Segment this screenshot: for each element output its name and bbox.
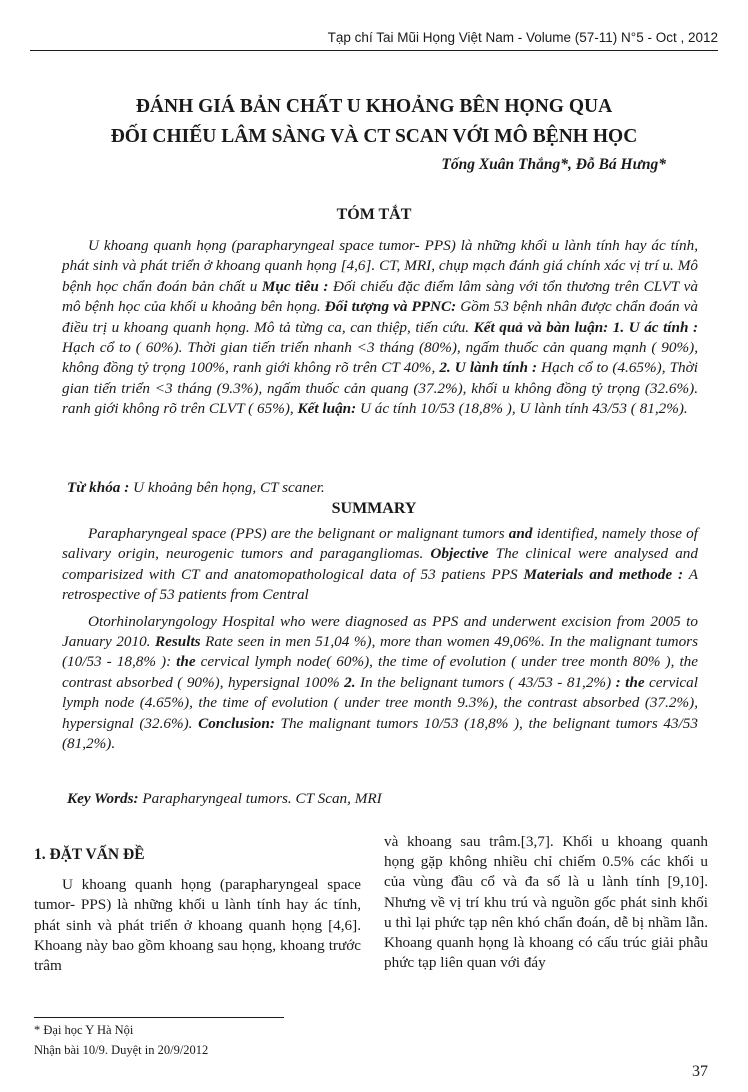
the-word-1: the bbox=[176, 653, 196, 671]
summary-text-b6: The malignant tumors 10/53 (18,8% ), the belignant tumors 43/53 (81,2%). bbox=[62, 714, 698, 753]
tomtat-abstract bbox=[62, 236, 698, 420]
conclusion-label: Conclusion: bbox=[198, 714, 275, 732]
summary-heading: SUMMARY bbox=[331, 500, 417, 517]
summary-text-b5: cervical lymph node (4.65%), the time of evolution ( under tree month 9.3%), the contrast absorbed (37.2%), hypersignal (32.6%). bbox=[62, 673, 698, 732]
materials-label: Materials and methode : bbox=[523, 565, 684, 583]
ketqua-label: Kết quả và bàn luận: 1. U ác tính : bbox=[473, 318, 698, 336]
summary-abstract bbox=[62, 524, 698, 754]
two-label: 2. bbox=[344, 673, 356, 691]
section-title: 1. ĐẶT VẤN ĐỀ bbox=[34, 846, 145, 863]
section1-left-text: U khoang quanh họng (parapharyngeal space tumor- PPS) là những khối u lành tính hay ác tính, phát sinh và phát triển ở khoang quanh họng [4,6]. Khoang này bao gồm khoang sau họng, khoang trước trâm bbox=[34, 876, 361, 975]
title-line-1: ĐÁNH GIÁ BẢN CHẤT U KHOẢNG BÊN HỌNG QUA bbox=[135, 96, 613, 117]
tomtat-text-5: Hạch cổ to (4.65%), Thời gian tiến triển <3 tháng (9.3%), ngấm thuốc cản quang (37.2%), khối u không đồng tỷ trọng (32.6%). ranh giới không rõ trên CLVT ( 65%), bbox=[62, 359, 698, 418]
tomtat-text-3: Gồm 53 bệnh nhân được chẩn đoán và điều trị u khoang quanh họng. Mô tả từng ca, can thiệp, tiến cứu. bbox=[62, 298, 698, 336]
and-word: and bbox=[508, 525, 533, 542]
section1-right-text: và khoang sau trâm.[3,7]. Khối u khoang quanh họng gặp không nhiều chỉ chiếm 0.5% các khối u của vùng đầu cổ và đa số là u lành tính [9,10]. Nhưng về vị trí khu trú và nguồn gốc phát sinh khối u thì lại phức tạp nên khó chẩn đoán, dễ bị nhầm lẫn. Khoang quanh họng là khoang có cấu trúc giải phẫu phức tạp liên quan với đáy bbox=[384, 833, 708, 972]
article-title bbox=[20, 92, 728, 152]
right-column bbox=[384, 832, 708, 973]
the-word-2: : the bbox=[615, 673, 645, 691]
summary-paragraph-2 bbox=[62, 612, 698, 755]
tukhoa-line bbox=[67, 479, 698, 497]
keywords-line bbox=[67, 790, 698, 808]
tomtat-paragraph bbox=[62, 236, 698, 420]
results-label: Results bbox=[155, 633, 201, 651]
footnote-dates: Nhận bài 10/9. Duyệt in 20/9/2012 bbox=[34, 1043, 209, 1057]
summary-text-a4: A retrospective of 53 patients from Central bbox=[62, 565, 698, 604]
left-column bbox=[34, 845, 361, 976]
doituong-label: Đối tượng và PPNC: bbox=[324, 298, 457, 316]
muctieu-label: Mục tiêu : bbox=[261, 277, 329, 295]
summary-text-b3: cervical lymph node( 60%), the time of evolution ( under tree month 80% ), the contrast absorbed ( 90%), hypersignal 100% bbox=[62, 653, 698, 691]
ulanh-label: 2. U lành tính : bbox=[439, 359, 538, 377]
tukhoa-text: U khoảng bên họng, CT scaner. bbox=[129, 479, 325, 496]
summary-text-b2: Rate seen in men 51,04 %), more than women 49,06%. In the malignant tumors (10/53 - 18,8% ): bbox=[62, 633, 698, 671]
footnote-affiliation: * Đại học Y Hà Nội bbox=[34, 1023, 134, 1037]
tukhoa-label: Từ khóa : bbox=[67, 479, 130, 496]
journal-header: Tạp chí Tai Mũi Họng Việt Nam - Volume (57-11) N°5 - Oct , 2012 bbox=[30, 30, 718, 51]
keywords-label: Key Words: bbox=[67, 790, 139, 807]
footnote-divider bbox=[34, 1017, 284, 1018]
tomtat-text-1: U khoang quanh họng (parapharyngeal space tumor- PPS) là những khối u lành tính hay ác tính, phát sinh và phát triển ở khoang quanh họng [4,6]. CT, MRI, chụp mạch đánh giá chính xác vị trí u. Mô bệnh học chẩn đoán bản chất u bbox=[62, 237, 698, 295]
page-number: 37 bbox=[692, 1063, 708, 1080]
summary-text-a1: Parapharyngeal space (PPS) are the belignant or malignant tumors bbox=[88, 525, 509, 542]
tomtat-text-2: Đối chiếu đặc điểm lâm sàng với tổn thương trên CLVT và mô bệnh học của khối u khoảng bên họng. bbox=[62, 277, 699, 316]
summary-text-a3: The clinical were analysed and comparisized with CT and anatomopathological data of 53 patiens PPS bbox=[62, 545, 698, 583]
title-line-2: ĐỐI CHIẾU LÂM SÀNG VÀ CT SCAN VỚI MÔ BỆNH HỌC bbox=[110, 126, 638, 147]
tomtat-text-6: U ác tính 10/53 (18,8% ), U lành tính 43/53 ( 81,2%). bbox=[356, 400, 688, 418]
authors: Tống Xuân Thắng*, Đỗ Bá Hưng* bbox=[441, 156, 666, 173]
ketluan-label: Kết luận: bbox=[297, 400, 357, 418]
keywords-text: Parapharyngeal tumors. CT Scan, MRI bbox=[138, 790, 382, 807]
summary-text-b4: In the belignant tumors ( 43/53 - 81,2%) bbox=[355, 673, 616, 691]
tomtat-heading: TÓM TẮT bbox=[336, 206, 412, 223]
summary-paragraph-1 bbox=[62, 524, 698, 606]
tomtat-text-4: Hạch cổ to ( 60%). Thời gian tiến triển nhanh <3 tháng (80%), ngấm thuốc cản quang mạnh ( 90%), không đồng tỷ trọng 100%, ranh giới không rõ trên CT 40%, bbox=[62, 339, 698, 377]
objective-label: Objective bbox=[430, 545, 489, 563]
summary-text-b1: Otorhinolaryngology Hospital who were diagnosed as PPS and underwent excision from 2005 to January 2010. bbox=[62, 612, 698, 651]
summary-text-a2: identified, namely those of salivary origin, neurogenic tumors and paragangliomas. bbox=[62, 525, 698, 563]
